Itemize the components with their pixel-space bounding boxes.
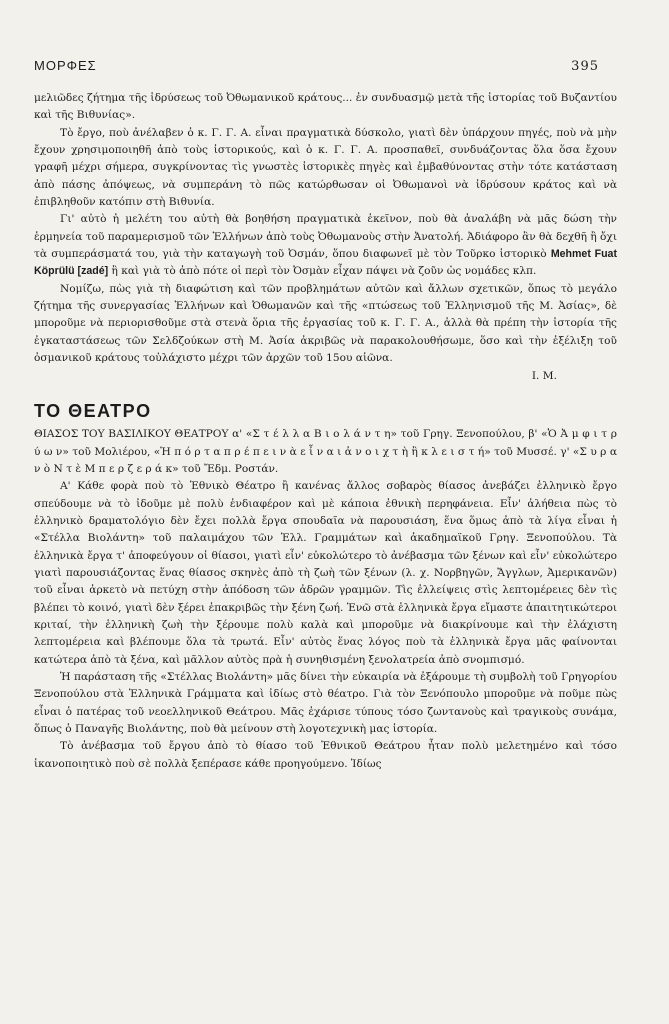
paragraph: Νομίζω, πὼς γιὰ τὴ διαφώτιση καὶ τῶν προβλημάτων αὐτῶν καὶ ἄλλων σχετικῶν, ὅπως τὸ μεγάλο ζήτημα τῆς συνεργασίας Ἑλλήνων καὶ Ὀθωμανῶν καὶ τῆς «πτώσεως τοῦ Ἑλληνισμοῦ τῆς Μ. Ἀσίας», δὲ μποροῦμε νὰ περιορισθοῦμε στὰ στενὰ ὅρια τῆς ἐργασίας τοῦ κ. Γ. Γ. Α., ἀλλὰ θὰ πρέπη τὴν ἱστορία τῆς ἐγκαταστάσεως τῶν Σελδζούκων στὴ Μ. Ἀσία ἀκριβῶς νὰ παρακολουθήσωμε, ὅσο καὶ τὴν ἐξέλιξη τοῦ ὀσμανικοῦ κράτους τοὐλάχιστο μέχρι τῶν ἀρχῶν τοῦ 15ου αἰῶνα. — [34, 282, 617, 365]
section-subtitle: ΘΙΑΣΟΣ ΤΟΥ ΒΑΣΙΛΙΚΟΥ ΘΕΑΤΡΟΥ α' «Σ τ έ λ λ α Β ι ο λ ά ν τ η» τοῦ Γρηγ. Ξενοπούλου, β' «Ὁ Ἀ μ φ ι τ ρ ύ ω ν» τοῦ Μολιέρου, «Ἡ π ό ρ τ α π ρ έ π ε ι ν ὰ ε ἶ ν α ι ἀ ν ο ι χ τ ὴ ἢ κ λ ε ι σ τ ή» τοῦ Μυσσέ. γ' «Σ υ ρ α ν ὸ Ν τ ὲ Μ π ε ρ ζ ε ρ ά κ» τοῦ Ἔδμ. Ροστάν. — [34, 428, 617, 475]
page-number: 395 — [571, 59, 599, 74]
paragraph: Ἡ παράσταση τῆς «Στέλλας Βιολάντη» μᾶς δίνει τὴν εὐκαιρία νὰ ἐξάρουμε τὴ συμβολὴ τοῦ Γρηγορίου Ξενοπούλου στὰ Ἑλληνικὰ Γράμματα καὶ ἰδίως στὸ θέατρο. Γιὰ τὸν Ξενόπουλο μποροῦμε νὰ ποῦμε πὼς εἶναι ὁ πατέρας τοῦ νεοελληνικοῦ Θεάτρου. Μᾶς ἐχάρισε τύπους τόσο ζωντανοὺς καὶ τραγικοὺς συνάμα, ὅπως ὁ Παναγῆς Βιολάντης, ποὺ θὰ μείνουν στὴ λογοτεχνικὴ μας ἱστορία. — [34, 671, 617, 736]
section-title: ΤΟ ΘΕΑΤΡΟ — [34, 400, 152, 421]
paragraph — [34, 211, 617, 280]
page-body — [34, 90, 617, 773]
paragraph: Τὸ ἀνέβασμα τοῦ ἔργου ἀπὸ τὸ θίασο τοῦ Ἐθνικοῦ Θεάτρου ἦταν πολὺ μελετημένο καὶ τόσο ἱκανοποιητικὸ ποὺ σὲ πολλὰ ξεπέρασε κάθε προηγούμενο. Ἰδίως — [34, 740, 617, 770]
paragraph-text: ἢ καὶ γιὰ τὸ ἀπὸ πότε οἱ περὶ τὸν Ὀσμὰν εἶχαν πάψει νὰ ζοῦν ὡς νομάδες κλπ. — [108, 265, 537, 278]
paragraph: μελιῶδες ζήτημα τῆς ἱδρύσεως τοῦ Ὀθωμανικοῦ κράτους... ἐν συνδυασμῷ μετὰ τῆς ἱστορίας τοῦ Βυζαντίου καὶ τῆς Βιθυνίας». — [34, 92, 617, 122]
paragraph-text: Γι' αὐτὸ ἡ μελέτη του αὐτὴ θὰ βοηθήση πραγματικὰ ἐκεῖνον, ποὺ θὰ ἀναλάβη νὰ μᾶς δώση τὴν ἑρμηνεία τοῦ παραμερισμοῦ τῶν Ἑλλήνων ἀπὸ τοὺς Ὀθωμανοὺς στὴν Ἀνατολή. Ἀδιάφορο ἂν θὰ δεχθῆ ἢ ὄχι τὰ συμπεράσματά του, γιὰ τὴν καταγωγὴ τοῦ Ὀσμάν, ὅπου διαφωνεῖ μὲ τὸν Τοῦρκο ἱστορικὸ — [34, 213, 617, 261]
running-header — [34, 58, 599, 74]
journal-title: ΜΟΡΦΕΣ — [34, 58, 97, 73]
author-name: Mehmet Fuat Köprülü [zadé] — [34, 248, 617, 278]
paragraph: Τὸ ἔργο, ποὺ ἀνέλαβεν ὁ κ. Γ. Γ. Α. εἶναι πραγματικὰ δύσκολο, γιατὶ δὲν ὑπάρχουν πηγές, ποὺ νὰ μὴν ἔχουν χρησιμοποιηθῆ ἀπὸ τοὺς ἱστορικούς, καὶ ὁ κ. Γ. Γ. Α. προσπαθεῖ, συνδυάζοντας ὅλα ὅσα ἔχουν γραφῆ μέχρι σήμερα, συγκρίνοντας τὶς γνωστὲς ἱστορικὲς πηγὲς καὶ ἐμβαθύνοντας στὴν τότε κατάσταση ἀπὸ πάσης ἀπόψεως, νὰ συμπεράνη τὸ πῶς κατώρθωσαν οἱ Ὀθωμανοὶ νὰ ἱδρύσουν κράτος καὶ νὰ ἐπιβληθοῦν κατόπιν στὴ Βιθυνία. — [34, 126, 617, 209]
signature: Ι. Μ. — [531, 369, 557, 382]
paragraph: Α' Κάθε φορὰ ποὺ τὸ Ἐθνικὸ Θέατρο ἢ κανένας ἄλλος σοβαρὸς θίασος ἀνεβάζει ἑλληνικὸ ἔργο σπεύδουμε νὰ τὸ ἰδοῦμε μὲ πολὺ ἐνδιαφέρον καὶ μὲ κάποια ἐθνικὴ περηφάνεια. Εἶν' ἀλήθεια πὼς τὸ ἑλληνικὸ δραματολόγιο δὲν ἔχει πολλὰ ἔργα σπουδαῖα νὰ παρουσιάση, ἕνα ὅμως ἀπὸ τὰ λίγα εἶναι ἡ «Στέλλα Βιολάντη» τοῦ παλαιμάχου τῶν Ἑλλ. Γραμμάτων καὶ ἀκαδημαϊκοῦ Γρηγ. Ξενοπούλου. Τὰ ἑλληνικὰ ἔργα τ' ἀποφεύγουν οἱ θίασοι, γιατὶ εἶν' εὐκολώτερο τὸ ἀνέβασμα τῶν ξένων καὶ εἶν' εὐκολώτερο γιατὶ παρουσιάζοντας ἕνας θίασος σκηνὲς ἀπὸ τὴ ζωὴ τῶν ξένων (λ. χ. Νορβηγῶν, Ἄγγλων, Ἀμερικανῶν) τοῦ εἶναι ἀρκετὸ νὰ πετύχη στὴν ἀπόδοση τῶν ἀδρῶν γραμμῶν. Τὶς ἐλλείψεις στὶς λεπτομέρειες δὲν τὶς βλέπει τὸ κοινό, γιατὶ δὲν ξέρει ἐπακριβῶς τὴν ξένη ζωή. Ἐνῶ στὰ ἑλληνικὰ ἔργα εἴμαστε ἀπαιτητικώτεροι κριταί, τὴν ἑλληνικὴ ζωὴ τὴν ξέρουμε πολὺ καλὰ καὶ μποροῦμε νὰ διακρίνουμε καὶ τὴν ἐλάχιστη λεπτομέρεια καὶ βλέπουμε ὅλα τὰ τρωτά. Εἶν' αὐτὸς ἕνας λόγος ποὺ τὰ ἑλληνικὰ ἔργα μᾶς φαίνονται κατώτερα ἀπὸ τὰ ξένα, καὶ μᾶλλον αὐτὸς πρὰ ἡ συνηθισμένη ξενολατρεία ἀπὸ σνομπισμό. — [34, 480, 617, 666]
